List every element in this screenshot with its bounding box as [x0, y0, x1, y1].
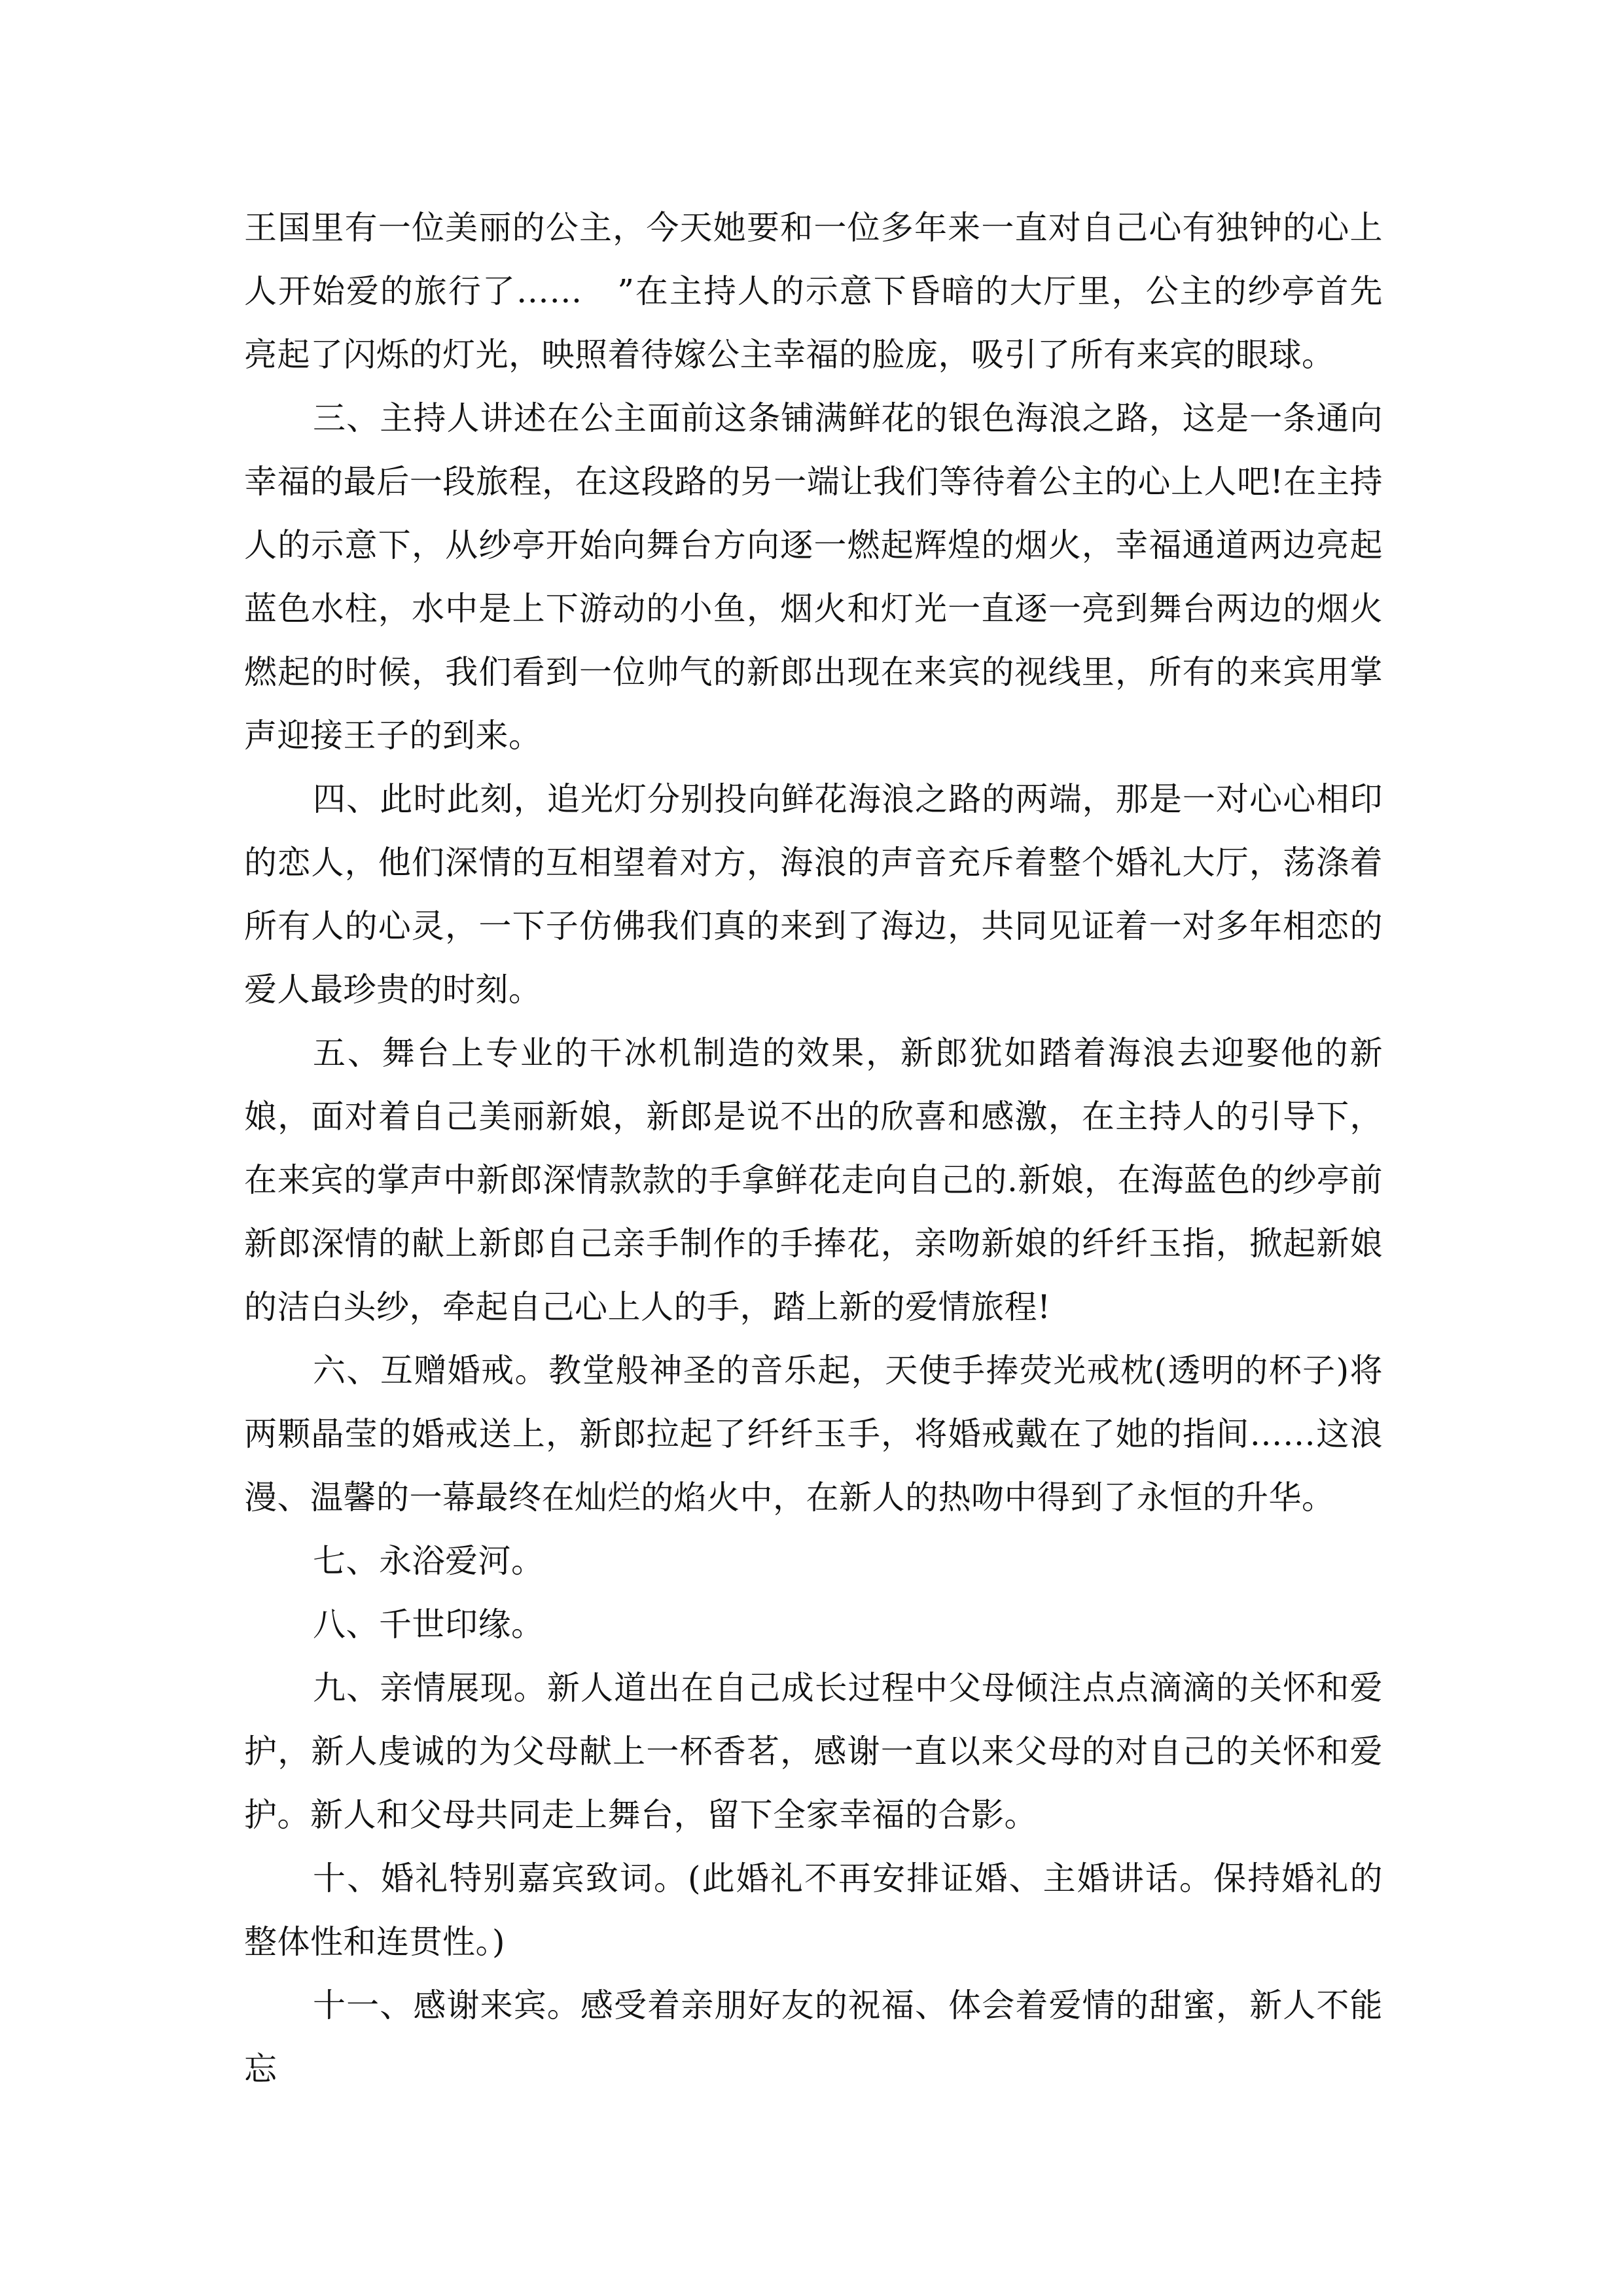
paragraph-step-8: 八、千世印缘。 — [313, 1605, 544, 1643]
paragraph-step-3: 三、主持人讲述在公主面前这条铺满鲜花的银色海浪之路，这是一条通向幸福的最后一段旅程，在这段路的另一端让我们等待着公主的心上人吧!在主持人的示意下，从纱亭开始向舞台方向逐一燃起辉煌的烟火，幸福通道两边亮起蓝色水柱，水中是上下游动的小鱼，烟火和灯光一直逐一亮到舞台两边的烟火燃起的时候，我们看到一位帅气的新郎出现在来宾的视线里，所有的来宾用掌声迎接王子的到来。 — [244, 399, 1383, 755]
paragraph-step-7: 七、永浴爱河。 — [313, 1542, 544, 1580]
paragraph-step-4: 四、此时此刻，追光灯分别投向鲜花海浪之路的两端，那是一对心心相印的恋人，他们深情的互相望着对方，海浪的声音充斥着整个婚礼大厅，荡涤着所有人的心灵，一下子仿佛我们真的来到了海边，共同见证着一对多年相恋的爱人最珍贵的时刻。 — [244, 780, 1383, 1009]
paragraph-step-10: 十、婚礼特别嘉宾致词。(此婚礼不再安排证婚、主婚讲话。保持婚礼的整体性和连贯性。) — [244, 1859, 1383, 1961]
paragraph-step-11: 十一、感谢来宾。感受着亲朋好友的祝福、体会着爱情的甜蜜，新人不能忘 — [244, 1986, 1383, 2088]
paragraph-step-5: 五、舞台上专业的干冰机制造的效果，新郎犹如踏着海浪去迎娶他的新娘，面对着自己美丽新娘，新郎是说不出的欣喜和感激，在主持人的引导下，在来宾的掌声中新郎深情款款的手拿鲜花走向自己的.新娘，在海蓝色的纱亭前新郎深情的献上新郎自己亲手制作的手捧花，亲吻新娘的纤纤玉指，掀起新娘的洁白头纱，牵起自己心上人的手，踏上新的爱情旅程! — [244, 1034, 1383, 1326]
paragraph-intro-continued: 王国里有一位美丽的公主，今天她要和一位多年来一直对自己心有独钟的心上人开始爱的旅行了…… ”在主持人的示意下昏暗的大厅里，公主的纱亭首先亮起了闪烁的灯光，映照着待嫁公主幸福的脸庞，吸引了所有来宾的眼球。 — [244, 209, 1383, 374]
paragraph-step-9: 九、亲情展现。新人道出在自己成长过程中父母倾注点点滴滴的关怀和爱护，新人虔诚的为父母献上一杯香茗，感谢一直以来父母的对自己的关怀和爱护。新人和父母共同走上舞台，留下全家幸福的合影。 — [244, 1669, 1383, 1834]
document-body — [244, 196, 1383, 2101]
paragraph-step-6: 六、互赠婚戒。教堂般神圣的音乐起，天使手捧荧光戒枕(透明的杯子)将两颗晶莹的婚戒送上，新郎拉起了纤纤玉手，将婚戒戴在了她的指间……这浪漫、温馨的一幕最终在灿烂的焰火中，在新人的热吻中得到了永恒的升华。 — [244, 1352, 1383, 1516]
